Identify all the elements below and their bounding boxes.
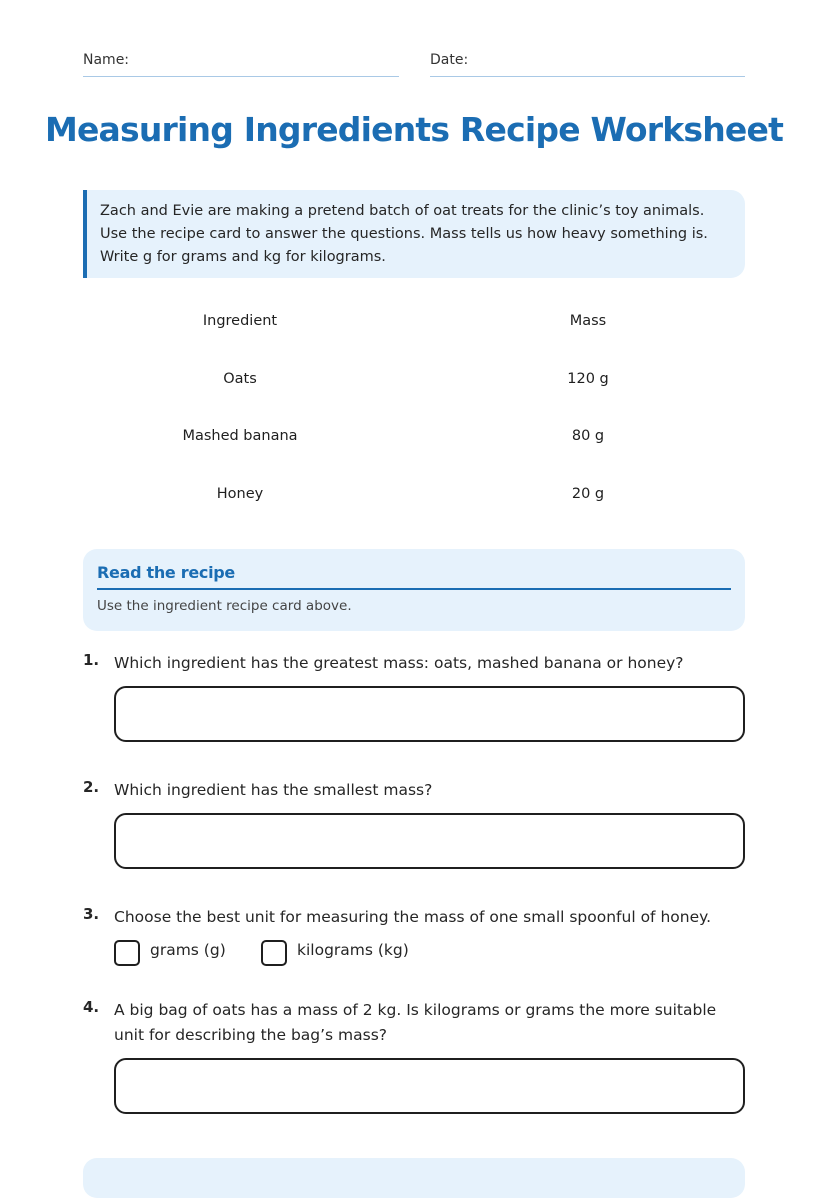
question-text: Which ingredient has the greatest mass: oats, mashed banana or honey? [114,654,684,672]
question-text: A big bag of oats has a mass of 2 kg. Is kilograms or grams the more suitable unit for describing the bag’s mass? [114,1001,717,1044]
mass-cell: 120 g [567,370,609,387]
checkbox[interactable] [261,940,287,966]
mass-cell: 20 g [571,485,605,502]
question-text: Choose the best unit for measuring the mass of one small spoonful of honey. [114,908,711,926]
option-label: grams (g) [150,941,226,959]
name-label: Name: [83,52,130,68]
column-header-mass: Mass [569,313,607,329]
answer-box-2[interactable] [114,813,745,869]
page-title: Measuring Ingredients Recipe Worksheet [44,110,784,149]
section-subtitle: Use the ingredient recipe card above. [97,598,352,614]
answer-box-4[interactable] [114,1058,745,1114]
table-row [83,473,745,531]
question-number: 2. [83,778,100,796]
mass-cell: 80 g [571,428,605,444]
question-1 [83,651,745,746]
ingredient-cell: Honey [216,485,264,502]
ingredient-cell: Oats [223,370,257,387]
question-number: 3. [83,905,100,923]
date-line[interactable] [430,76,745,77]
intro-callout: Zach and Evie are making a pretend batch of oat treats for the clinic’s toy animals. Use the recipe card to answer the questions. Mass tells us how heavy something is. Write g for grams and kg for kilograms. [83,190,745,278]
question-3 [83,905,745,975]
question-number: 1. [83,651,100,669]
table-row [83,415,745,473]
question-number: 4. [83,998,100,1016]
question-text: Which ingredient has the smallest mass? [114,781,433,799]
table-header-row [83,300,745,358]
checkbox[interactable] [114,940,140,966]
question-4 [83,998,745,1118]
answer-box-1[interactable] [114,686,745,742]
date-label: Date: [430,52,469,68]
ingredient-cell: Mashed banana [182,428,298,444]
question-2 [83,778,745,873]
section-panel [83,549,745,631]
recipe-table [83,300,745,530]
table-row [83,358,745,416]
option-label: kilograms (kg) [297,941,409,959]
column-header-ingredient: Ingredient [202,313,278,329]
name-line[interactable] [83,76,399,77]
section-title: Read the recipe [97,563,731,590]
next-section-panel [83,1158,745,1198]
